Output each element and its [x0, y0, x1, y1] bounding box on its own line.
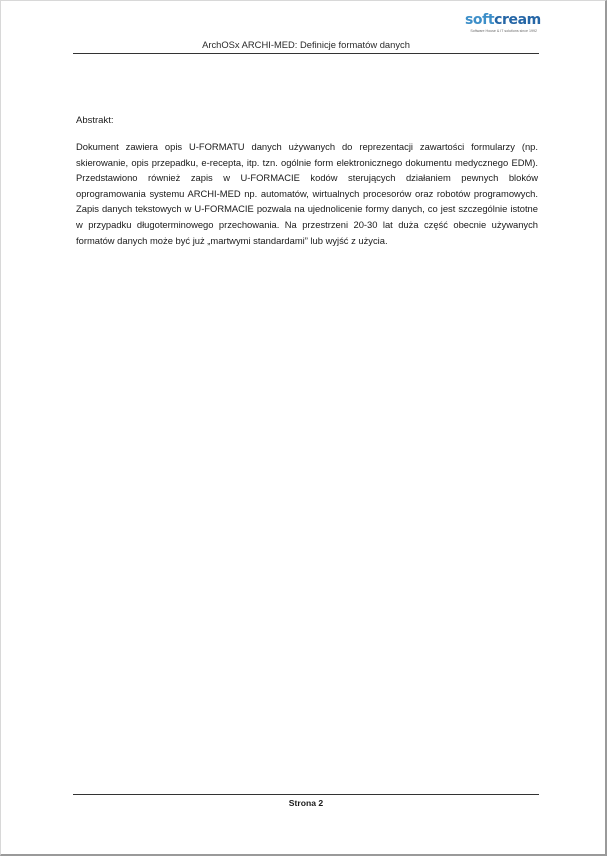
abstract-heading: Abstrakt: [76, 115, 114, 126]
logo-tagline: Software House & IT solutions since 1992 [470, 29, 537, 33]
logo-wordmark [465, 12, 541, 28]
company-logo [465, 12, 541, 34]
logo-prefix: soft [465, 12, 495, 28]
abstract-paragraph: Dokument zawiera opis U-FORMATU danych używanych do reprezentacji zawartości formularzy (np. skierowanie, opis przepadku, e-recepta, itp. tzn. ogólnie form elektronicznego dokumentu medycznego EDM). Przedstawiono również zapis w U-FORMACIE kodów sterujących działaniem pewnych bloków oprogramowania systemu ARCHI-MED np. automatów, wirtualnych procesorów oraz robotów programowych. Zapis danych tekstowych w U-FORMACIE pozwala na ujednolicenie formy danych, co jest szczególnie istotne w przypadku długoterminowego przechowania. Na przestrzeni 20-30 lat duża część obecnie używanych formatów danych może być już „martwymi standardami” lub wyjść z użycia. [76, 141, 538, 246]
logo-suffix: cream [494, 12, 541, 28]
document-header-title: ArchOSx ARCHI-MED: Definicje formatów danych [202, 39, 410, 50]
header-divider [73, 53, 539, 54]
footer-divider [73, 794, 539, 795]
page-number: Strona 2 [288, 798, 324, 808]
